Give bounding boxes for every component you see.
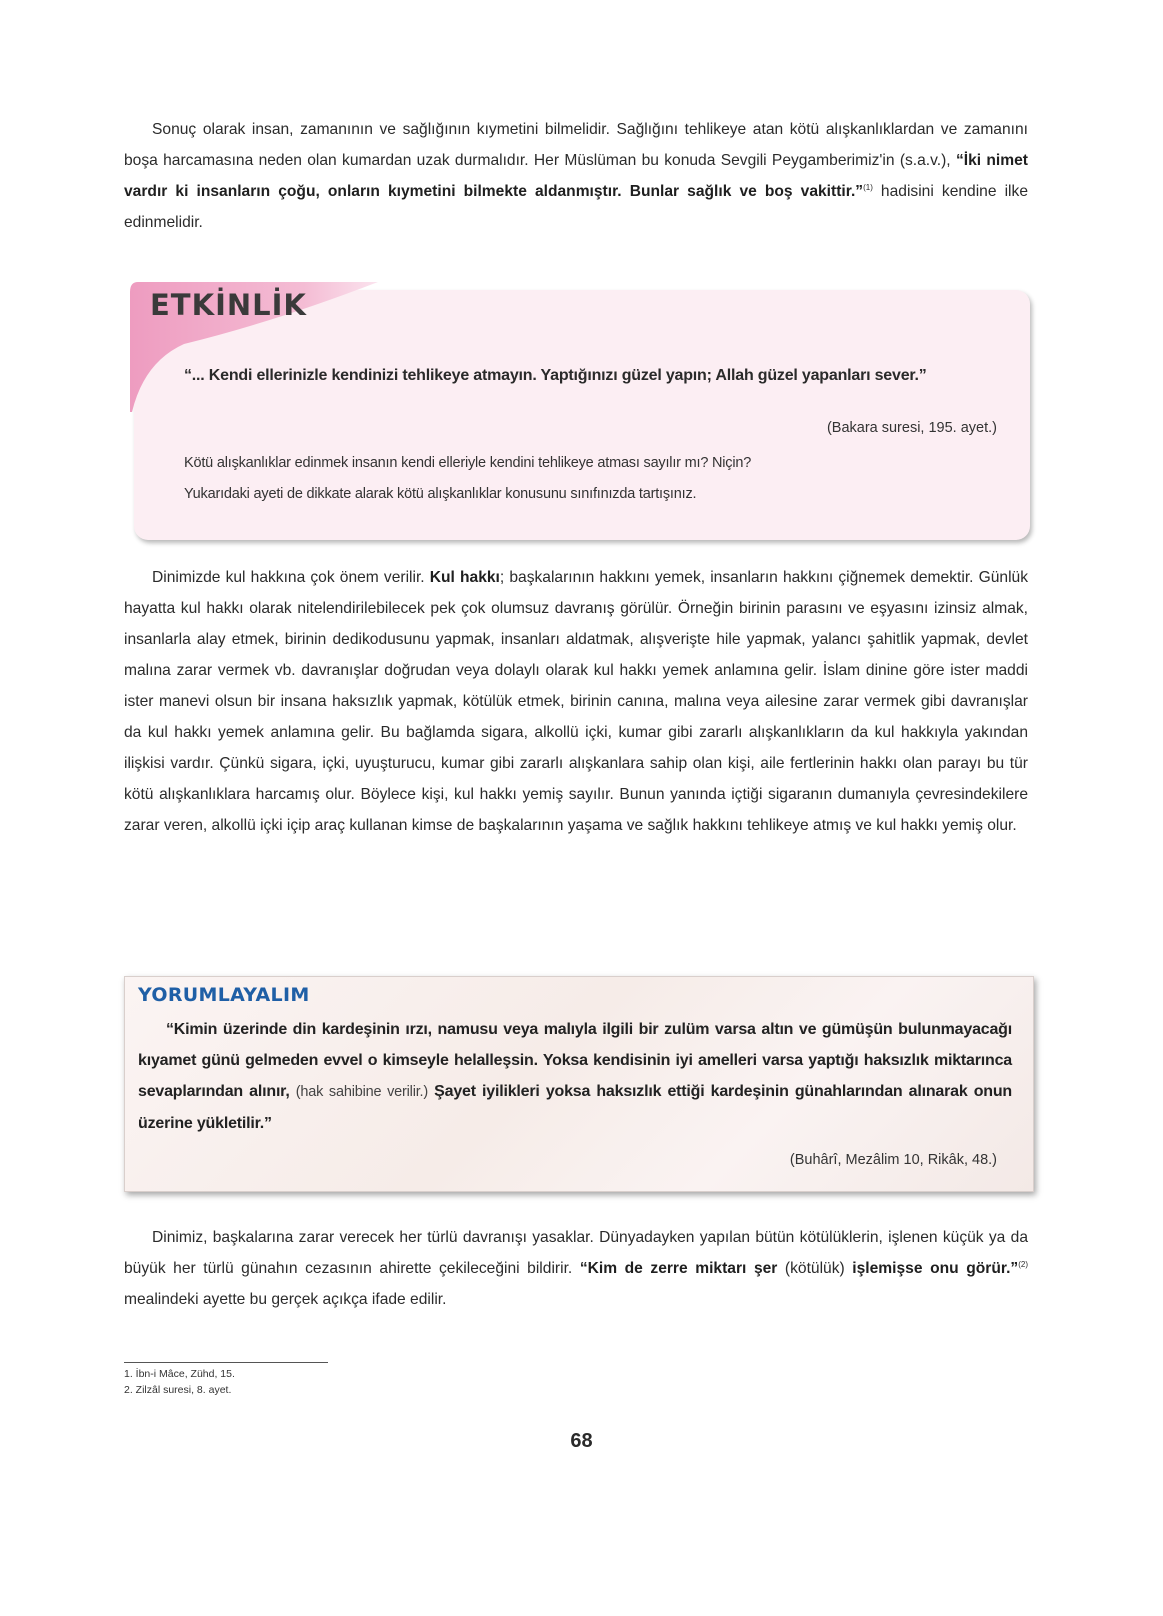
- kul-hakki-text-1: Dinimizde kul hakkına çok önem verilir.: [152, 569, 430, 586]
- yorumlayalim-quote-1: “Kimin üzerinde din kardeşinin ırzı, namusu veya malıyla ilgili bir zulüm varsa altın ve gümüşün bulunmayacağı kıyamet günü gelmeden evvel o kimseyle helalleşsin. Yoksa kendisinin iyi amelleri varsa yaptığı haksızlık miktarınca sevaplarından alınır,: [138, 1021, 1012, 1100]
- footnote-divider: [124, 1362, 328, 1363]
- closing-verse-a: “Kim de zerre miktarı şer: [579, 1260, 778, 1277]
- yorumlayalim-source: (Buhârî, Mezâlim 10, Rikâk, 48.): [789, 1152, 997, 1168]
- footnote-2: 2. Zilzâl suresi, 8. ayet.: [124, 1384, 232, 1396]
- etkinlik-quote-text: “... Kendi ellerinizle kendinizi tehlikeye atmayın. Yaptığınızı güzel yapın; Allah güzel yapanları sever.”: [184, 367, 927, 384]
- closing-text-1: Dinimiz, başkalarına zarar verecek her türlü davranışı yasaklar. Dünyadayken yapılan bütün kötülüklerin, işlenen küçük ya da büyük her türlü günahın cezasının ahirette çekileceğini bildirir.: [124, 1229, 1028, 1277]
- closing-paragraph: [124, 1222, 1028, 1315]
- kul-hakki-text-2: ; başkalarının hakkını yemek, insanların hakkını çiğnemek demektir. Günlük hayatta kul hakkı olarak nitelendirilebilecek pek çok olumsuz davranış görülür. Örneğin birinin parasını ve eşyasını izinsiz almak, insanlarla alay etmek, birinin dedikodusunu yapmak, insanları aldatmak, alışverişte hile yapmak, yalancı şahitlik yapmak, devlet malına zarar vermek vb. davranışlar doğrudan veya dolaylı olarak kul hakkı yemek anlamına gelir. İslam dinine göre ister maddi ister manevi olsun bir insana haksızlık yapmak, kötülük etmek, birinin canına, malına veya ailesine zarar vermek gibi davranışlar da kul hakkı yemek anlamına gelir. Bu bağlamda sigara, alkollü içki, kumar gibi zararlı alışkanlıkların da kul hakkıyla yakından ilişkisi vardır. Çünkü sigara, içki, uyuşturucu, kumar gibi zararlı alışkanlara sahip olan kişi, aile fertlerinin hakkı olan parayı bu tür kötü alışkanlıklara harcamış olur. Böylece kişi, kul hakkı yemiş sayılır. Bunun yanında içtiği sigaranın dumanıyla çevresindekilere zarar veren, alkollü içki içip araç kullanan kimse de başkalarının yaşama ve sağlık hakkını tehlikeye atmış ve kul hakkı yemiş olur.: [124, 569, 1029, 834]
- yorumlayalim-quote-2: Şayet iyilikleri yoksa haksızlık ettiği kardeşinin günahlarından alınarak onun üzerine yükletilir.”: [138, 1083, 1013, 1132]
- closing-text-2: mealindeki ayette bu gerçek açıkça ifade edilir.: [124, 1291, 447, 1308]
- etkinlik-source: (Bakara suresi, 195. ayet.): [826, 420, 997, 436]
- kul-hakki-paragraph: [124, 562, 1028, 841]
- etkinlik-question-2: Yukarıdaki ayeti de dikkate alarak kötü alışkanlıklar konusunu sınıfınızda tartışınız.: [184, 486, 697, 502]
- yorumlayalim-title: YORUMLAYALIM: [138, 984, 310, 1006]
- footnote-ref-1: (1): [863, 183, 873, 192]
- kul-hakki-term: Kul hakkı: [429, 569, 500, 586]
- etkinlik-title: ETKİNLİK: [150, 288, 307, 322]
- closing-verse-paren: (kötülük): [777, 1260, 853, 1277]
- etkinlik-quote: [156, 360, 1008, 391]
- footnote-1: 1. İbn-i Mâce, Zühd, 15.: [124, 1368, 235, 1380]
- yorumlayalim-quote: [138, 1014, 1012, 1139]
- intro-text-2: hadisini kendine ilke edinmelidir.: [124, 183, 1028, 231]
- etkinlik-question-1: Kötü alışkanlıklar edinmek insanın kendi elleriyle kendini tehlikeye atması sayılır mı? Niçin?: [184, 455, 752, 471]
- closing-verse-b: işlemişse onu görür.”: [852, 1260, 1019, 1277]
- footnote-ref-2: (2): [1018, 1260, 1028, 1269]
- yorumlayalim-note: (hak sahibine verilir.): [295, 1084, 428, 1100]
- intro-text-1: Sonuç olarak insan, zamanının ve sağlığının kıymetini bilmelidir. Sağlığını tehlikeye atan kötü alışkanlıklardan ve zamanını boşa harcamasına neden olan kumardan uzak durmalıdır. Her Müslüman bu konuda Sevgili Peygamberimiz'in (s.a.v.),: [124, 121, 1028, 169]
- page-number: 68: [570, 1430, 593, 1452]
- intro-hadith: “İki nimet vardır ki insanların çoğu, onların kıymetini bilmekte aldanmıştır. Bunlar sağlık ve boş vakittir.”: [124, 152, 1028, 200]
- intro-paragraph: [124, 114, 1028, 238]
